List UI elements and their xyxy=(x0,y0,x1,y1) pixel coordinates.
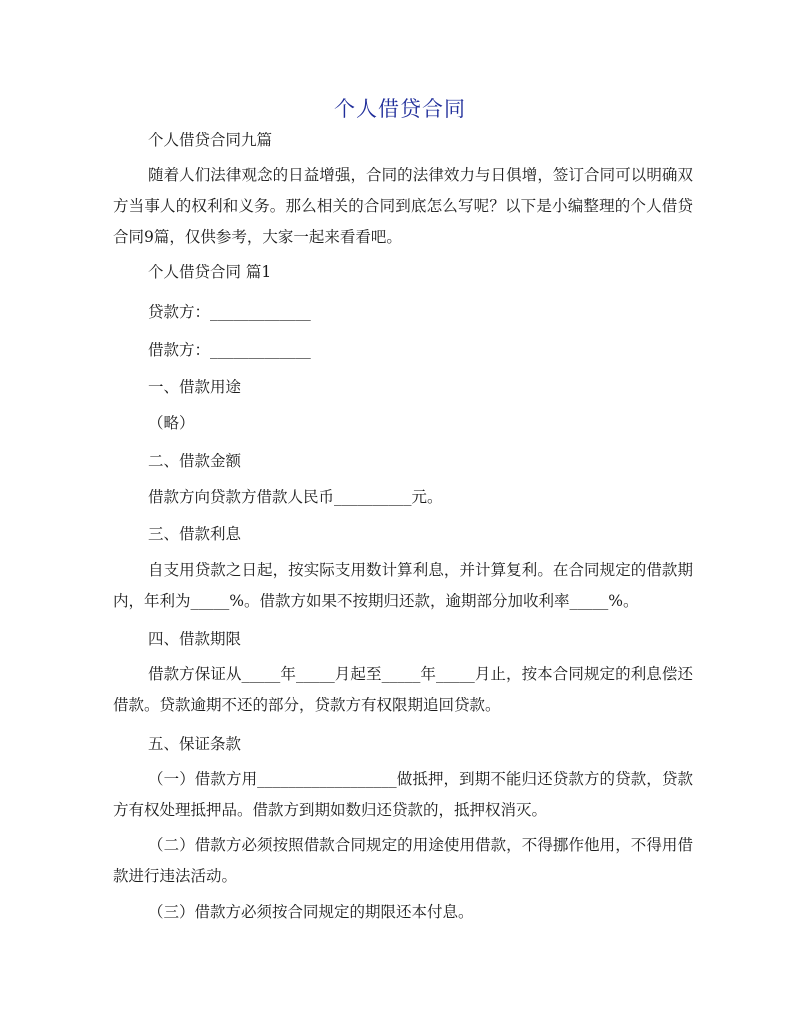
lender-line: 贷款方：_____________ xyxy=(148,303,311,321)
clause1-body: （略） xyxy=(148,414,195,432)
clause2-body: 借款方向贷款方借款人民币__________元。 xyxy=(148,488,443,506)
clause5-item-2: （二）借款方必须按照借款合同规定的用途使用借款，不得挪作他用，不得用借款进行违法活动。 xyxy=(113,836,693,885)
borrower-line: 借款方：_____________ xyxy=(148,341,311,359)
clause4-body: 借款方保证从_____年_____月起至_____年_____月止，按本合同规定的利息偿还借款。贷款逾期不还的部分，贷款方有权限期追回贷款。 xyxy=(113,665,693,714)
clause5-heading: 五、保证条款 xyxy=(148,735,242,753)
clause2-heading: 二、借款金额 xyxy=(148,452,242,470)
clause5-item-1: （一）借款方用__________________做抵押，到期不能归还贷款方的贷款，贷款方有权处理抵押品。借款方到期如数归还贷款的，抵押权消灭。 xyxy=(113,770,693,819)
clause5-item-3: （三）借款方必须按合同规定的期限还本付息。 xyxy=(148,903,474,921)
intro-paragraph: 随着人们法律观念的日益增强，合同的法律效力与日俱增，签订合同可以明确双方当事人的权利和义务。那么相关的合同到底怎么写呢？以下是小编整理的个人借贷合同9篇，仅供参考，大家一起来看看吧。 xyxy=(113,166,693,246)
clause3-heading: 三、借款利息 xyxy=(148,525,242,543)
document-title: 个人借贷合同 xyxy=(334,97,466,121)
clause1-heading: 一、借款用途 xyxy=(148,378,242,396)
section-heading: 个人借贷合同 篇1 xyxy=(148,263,272,281)
clause3-body: 自支用贷款之日起，按实际支用数计算利息，并计算复利。在合同规定的借款期内，年利为_____%。借款方如果不按期归还款，逾期部分加收利率_____%。 xyxy=(113,561,693,610)
clause4-heading: 四、借款期限 xyxy=(148,630,242,648)
document-subtitle: 个人借贷合同九篇 xyxy=(148,131,273,149)
